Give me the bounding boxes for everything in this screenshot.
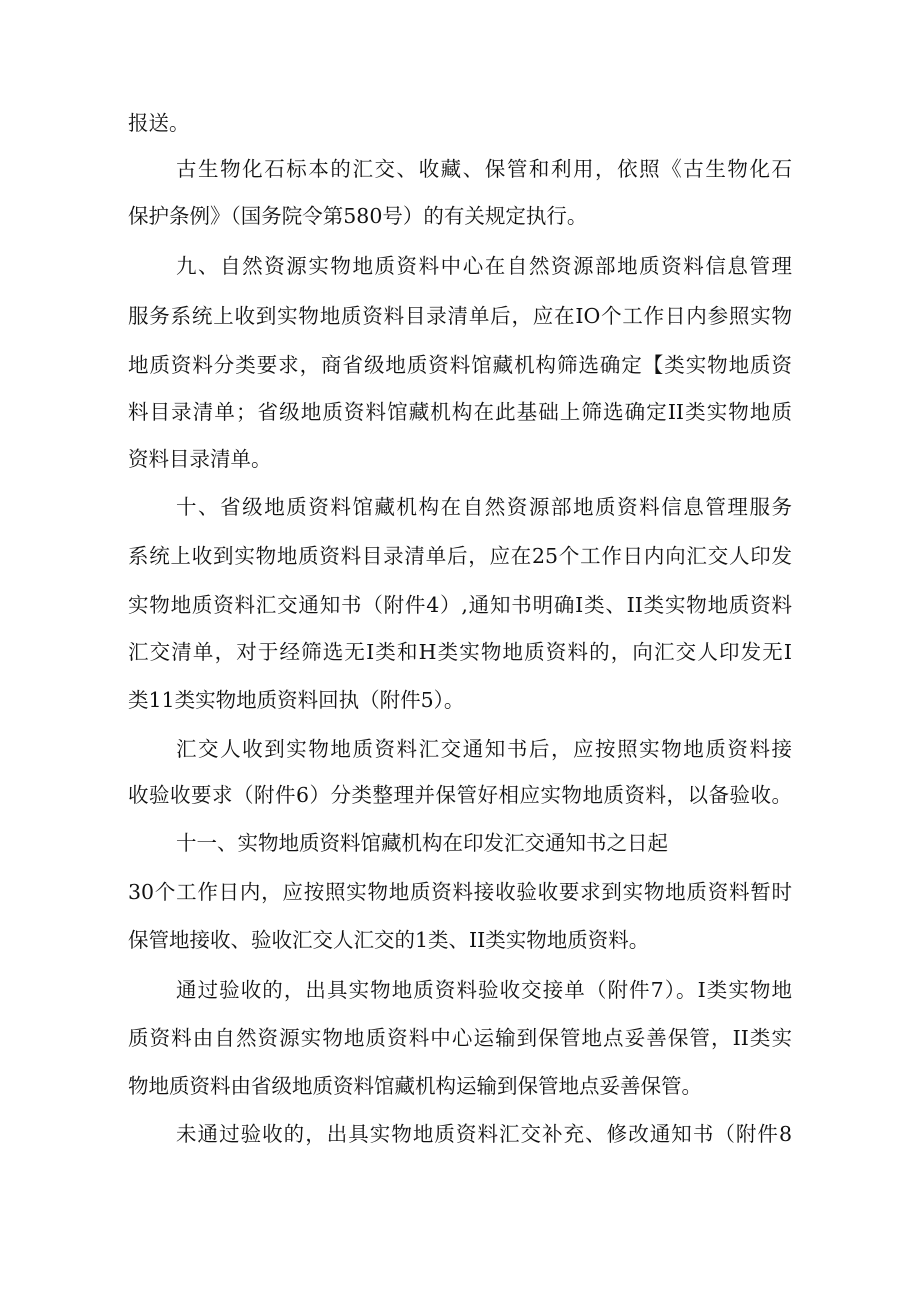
text-line: 十一、实物地质资料馆藏机构在印发汇交通知书之日起 <box>176 831 668 855</box>
text-line: 报送。 <box>128 111 190 135</box>
text-line: 九、自然资源实物地质资料中心在自然资源部地质资料信息管理 <box>176 254 792 278</box>
text-line: 物地质资料由省级地质资料馆藏机构运输到保管地点妥善保管。 <box>128 1074 702 1098</box>
text-line: 质资料由自然资源实物地质资料中心运输到保管地点妥善保管，II类实 <box>128 1026 792 1050</box>
text-line: 古生物化石标本的汇交、收藏、保管和利用，依照《古生物化石 <box>176 157 792 181</box>
text-line: 资料目录清单。 <box>128 447 272 471</box>
text-line: 料目录清单；省级地质资料馆藏机构在此基础上筛选确定II类实物地质 <box>128 400 792 424</box>
text-line: 十、省级地质资料馆藏机构在自然资源部地质资料信息管理服务 <box>176 495 792 519</box>
text-line: 类11类实物地质资料回执（附件5）。 <box>128 688 465 712</box>
text-line: 30个工作日内，应按照实物地质资料接收验收要求到实物地质资料暂时 <box>128 880 792 904</box>
text-line: 汇交清单，对于经筛选无I类和H类实物地质资料的，向汇交人印发无I <box>128 640 792 664</box>
text-line: 收验收要求（附件6）分类整理并保管好相应实物地质资料，以备验收。 <box>128 783 792 807</box>
text-line: 实物地质资料汇交通知书（附件4）,通知书明确I类、II类实物地质资料 <box>128 593 792 617</box>
text-line: 保护条例》（国务院令第580号）的有关规定执行。 <box>128 204 588 228</box>
text-line: 系统上收到实物地质资料目录清单后，应在25个工作日内向汇交人印发 <box>128 544 792 568</box>
text-line: 通过验收的，出具实物地质资料验收交接单（附件7）。I类实物地 <box>176 978 792 1002</box>
text-line: 保管地接收、验收汇交人汇交的1类、II类实物地质资料。 <box>128 928 650 952</box>
text-line: 汇交人收到实物地质资料汇交通知书后，应按照实物地质资料接 <box>176 737 792 761</box>
text-line: 服务系统上收到实物地质资料目录清单后，应在IO个工作日内参照实物 <box>128 304 792 328</box>
text-line: 地质资料分类要求，商省级地质资料馆藏机构筛选确定【类实物地质资 <box>128 353 792 377</box>
text-line: 未通过验收的，出具实物地质资料汇交补充、修改通知书（附件8 <box>176 1122 792 1146</box>
